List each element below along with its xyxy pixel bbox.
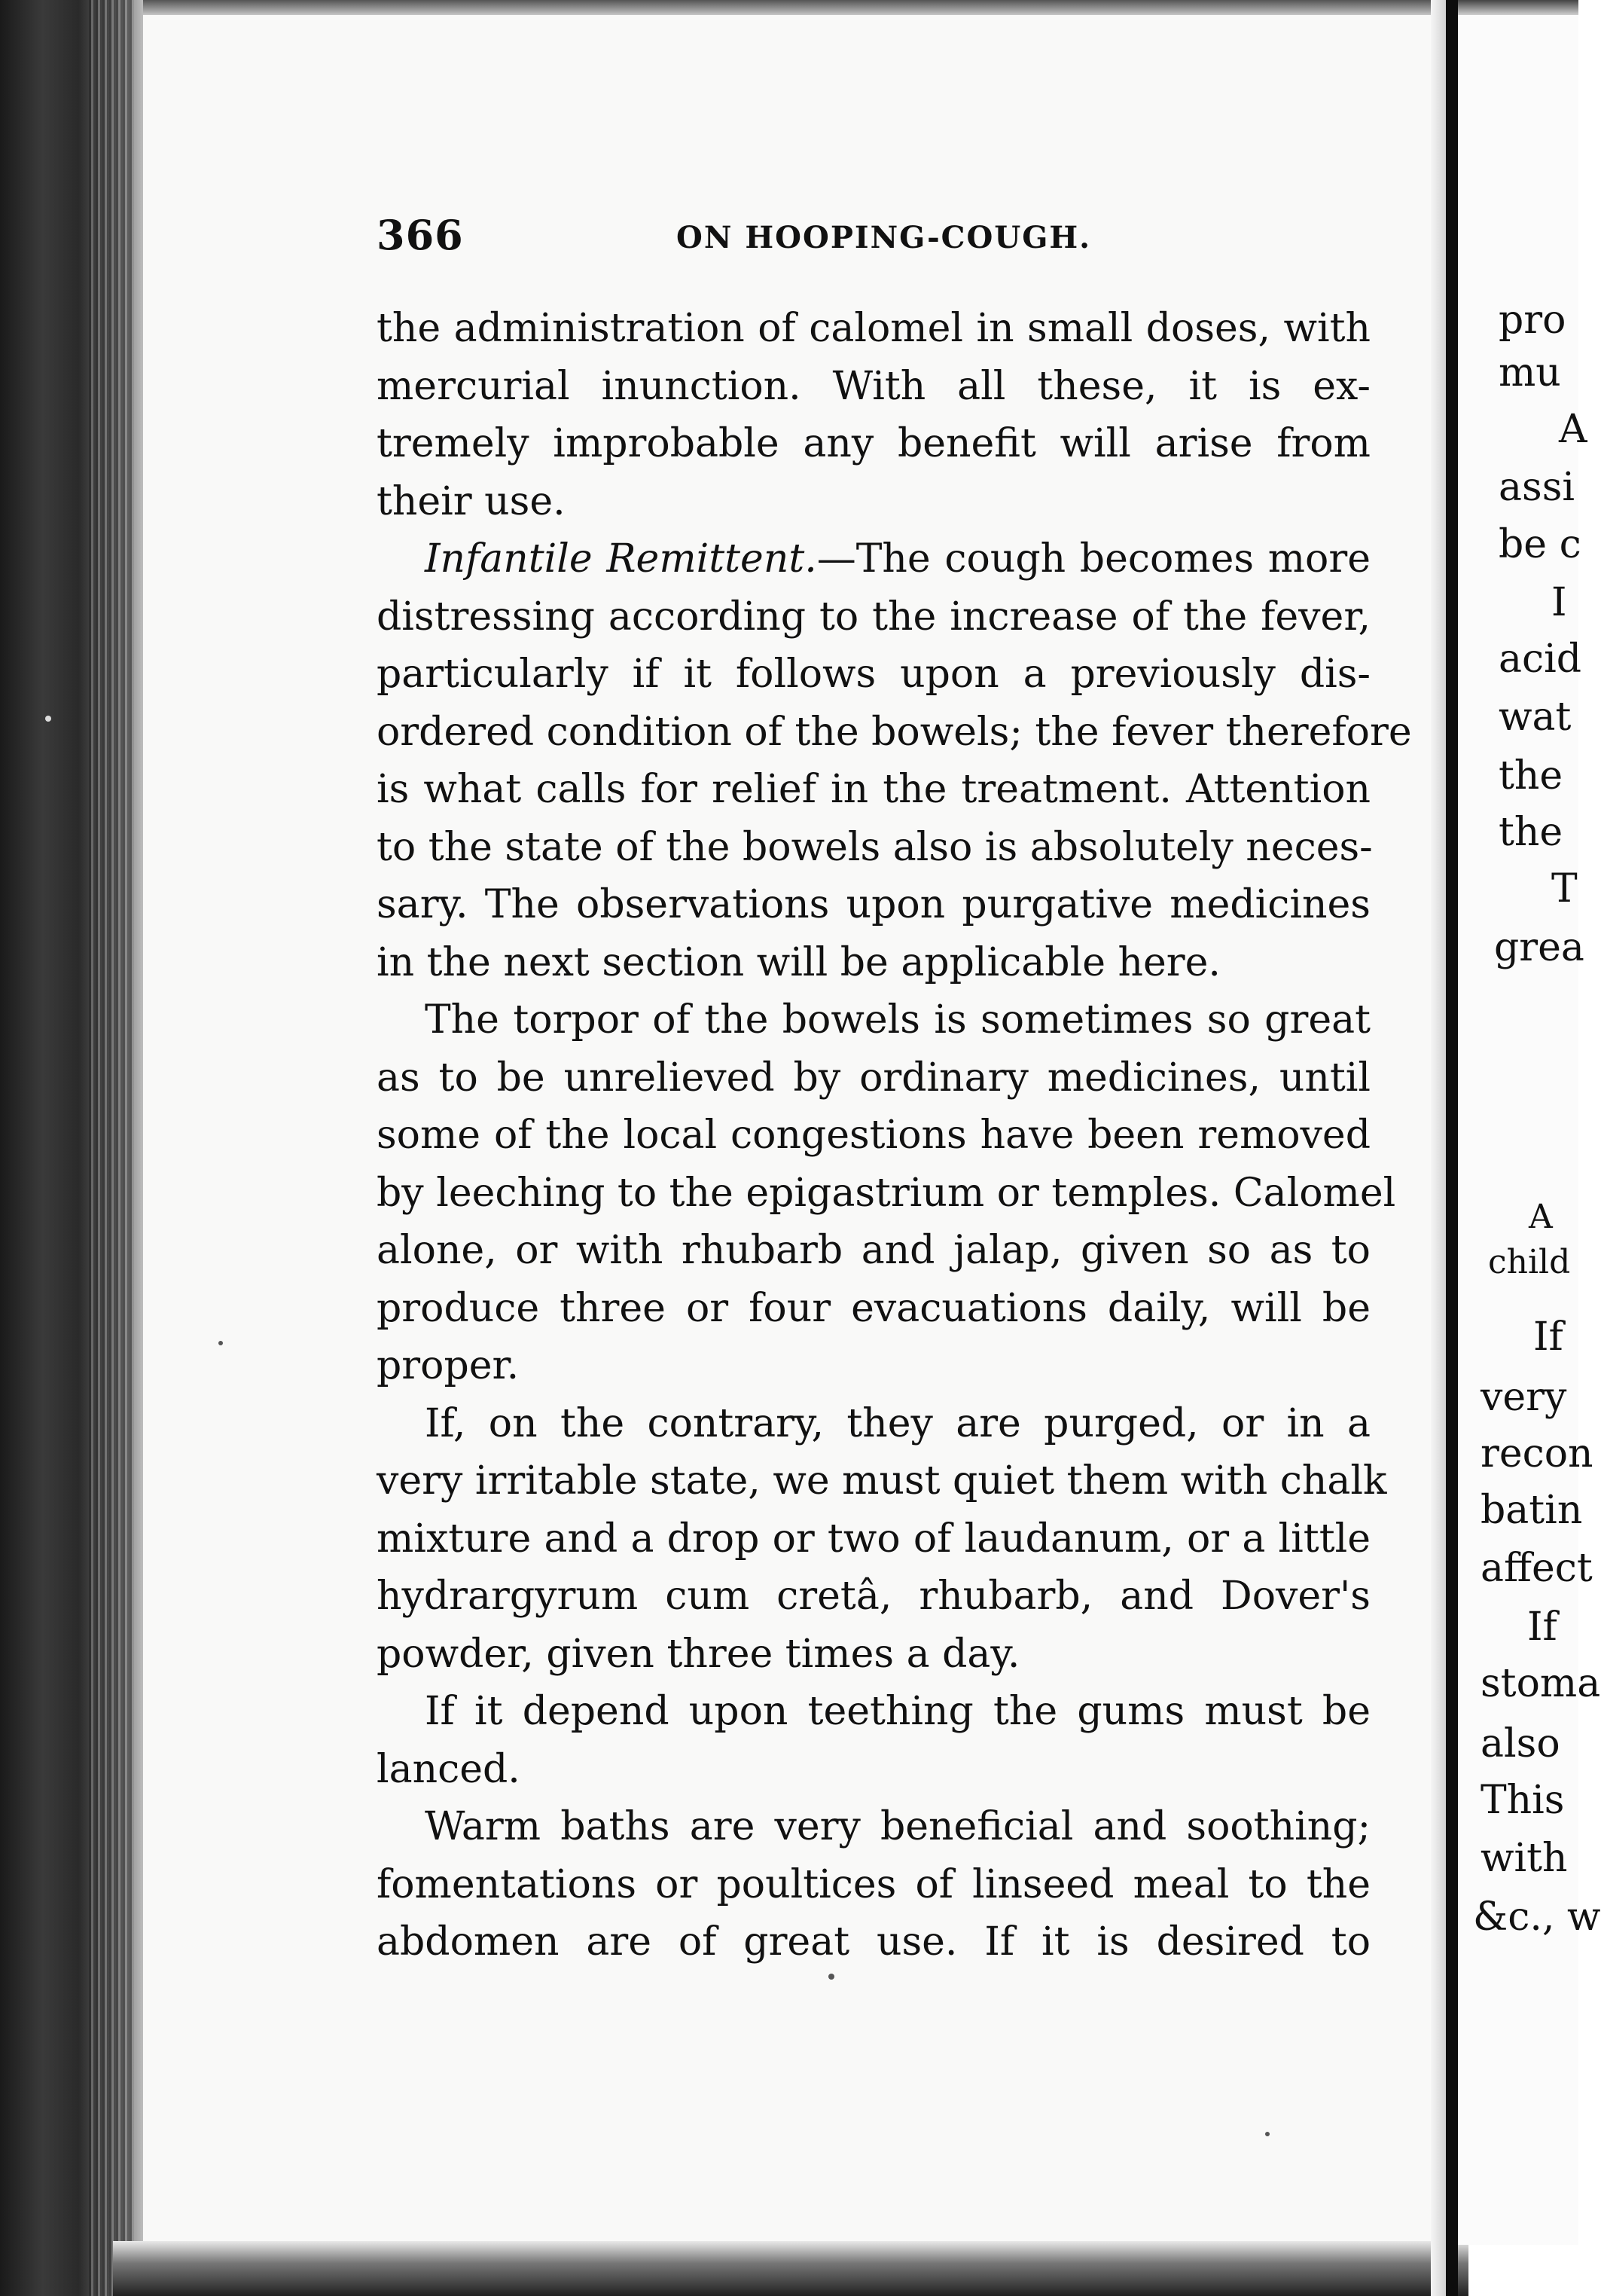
facing-page-fragment: affect [1481, 1546, 1593, 1591]
text-line: The torpor of the bowels is sometimes so great [425, 997, 1371, 1043]
facing-page-fragment: stoma [1481, 1661, 1601, 1706]
facing-page-fragment: wat [1499, 695, 1572, 740]
text-line: mixture and a drop or two of laudanum, or a little [377, 1516, 1371, 1562]
facing-page-fragment: &c., w [1473, 1895, 1601, 1940]
facing-page-fragment: batin [1481, 1488, 1583, 1533]
scan-speck [218, 1341, 223, 1345]
facing-page-fragment: with [1481, 1836, 1568, 1881]
text-line: by leeching to the epigastrium or temples. Calomel [377, 1170, 1396, 1216]
text-line: abdomen are of great use. If it is desired to [377, 1919, 1371, 1965]
page-body-text [377, 300, 1412, 1971]
facing-page-fragment: A [1559, 407, 1587, 452]
text-line: as to be unrelieved by ordinary medicines, until [377, 1055, 1371, 1101]
text-line: in the next section will be applicable here. [377, 939, 1221, 985]
text-line: distressing according to the increase of the fever, [377, 594, 1371, 640]
text-line: Warm baths are very beneficial and soothing; [425, 1804, 1371, 1849]
text-line-continuation: —The cough becomes more [816, 536, 1371, 582]
scan-speck [1265, 2132, 1270, 2136]
page-curve [1431, 0, 1447, 2296]
facing-page-fragment: acid [1499, 637, 1582, 682]
text-line: produce three or four evacuations daily, will be [377, 1285, 1371, 1331]
facing-page-fragment: be c [1499, 522, 1581, 567]
page-number: 366 [377, 211, 464, 259]
text-line: to the state of the bowels also is absolutely neces- [377, 824, 1373, 870]
running-title: ON HOOPING-COUGH. [676, 220, 1092, 255]
facing-page-fragment: the [1499, 810, 1563, 855]
facing-page-fragment: I [1551, 580, 1567, 625]
book-gutter [1446, 0, 1458, 2296]
scan-speck [45, 716, 51, 722]
text-line: alone, or with rhubarb and jalap, given so as to [377, 1228, 1371, 1273]
text-line: If, on the contrary, they are purged, or in a [425, 1400, 1371, 1446]
page-bottom-shadow [113, 2241, 1468, 2296]
section-heading-italic: Infantile Remittent. [425, 536, 817, 582]
text-line: hydrargyrum cum cretâ, rhubarb, and Dover's [377, 1574, 1371, 1619]
facing-page-fragment: mu [1499, 350, 1561, 395]
text-line: If it depend upon teething the gums must be [425, 1689, 1371, 1734]
scan-speck [828, 1974, 834, 1980]
facing-page-fragment: assi [1499, 465, 1575, 510]
next-page-top-shadow [1458, 0, 1578, 17]
text-line: some of the local congestions have been removed [377, 1113, 1371, 1158]
text-line: the administration of calomel in small doses, with [377, 306, 1371, 351]
facing-page-fragment: pro [1499, 298, 1566, 343]
text-line: lanced. [377, 1746, 520, 1792]
text-line: powder, given three times a day. [377, 1631, 1020, 1677]
text-line [377, 530, 1371, 588]
text-line: tremely improbable any benefit will arise from [377, 421, 1371, 466]
facing-page-fragment: very [1481, 1375, 1567, 1420]
facing-page-fragment: child [1488, 1243, 1571, 1281]
facing-page-fragment: grea [1494, 925, 1584, 970]
facing-page-fragment: recon [1481, 1431, 1593, 1476]
text-line: fomentations or poultices of linseed meal to the [377, 1861, 1371, 1907]
text-line: particularly if it follows upon a previously dis- [377, 652, 1371, 697]
page-edges [89, 0, 134, 2296]
text-line: proper. [377, 1343, 520, 1388]
facing-page-fragment: If [1527, 1604, 1557, 1650]
text-line: ordered condition of the bowels; the fever therefore [377, 709, 1412, 755]
text-line: sary. The observations upon purgative medicines [377, 882, 1371, 927]
facing-page-fragment: the [1499, 753, 1563, 798]
facing-page-fragment: A [1529, 1198, 1553, 1236]
text-line: very irritable state, we must quiet them with chalk [377, 1458, 1387, 1504]
facing-page-fragment: also [1481, 1721, 1560, 1766]
text-line: mercurial inunction. With all these, it is ex- [377, 363, 1371, 409]
text-line: is what calls for relief in the treatment. Attention [377, 767, 1371, 812]
facing-page-fragment: T [1551, 866, 1578, 911]
text-line: their use. [377, 478, 566, 524]
facing-page-fragment: This [1481, 1778, 1565, 1823]
facing-page-fragment: If [1533, 1314, 1563, 1360]
